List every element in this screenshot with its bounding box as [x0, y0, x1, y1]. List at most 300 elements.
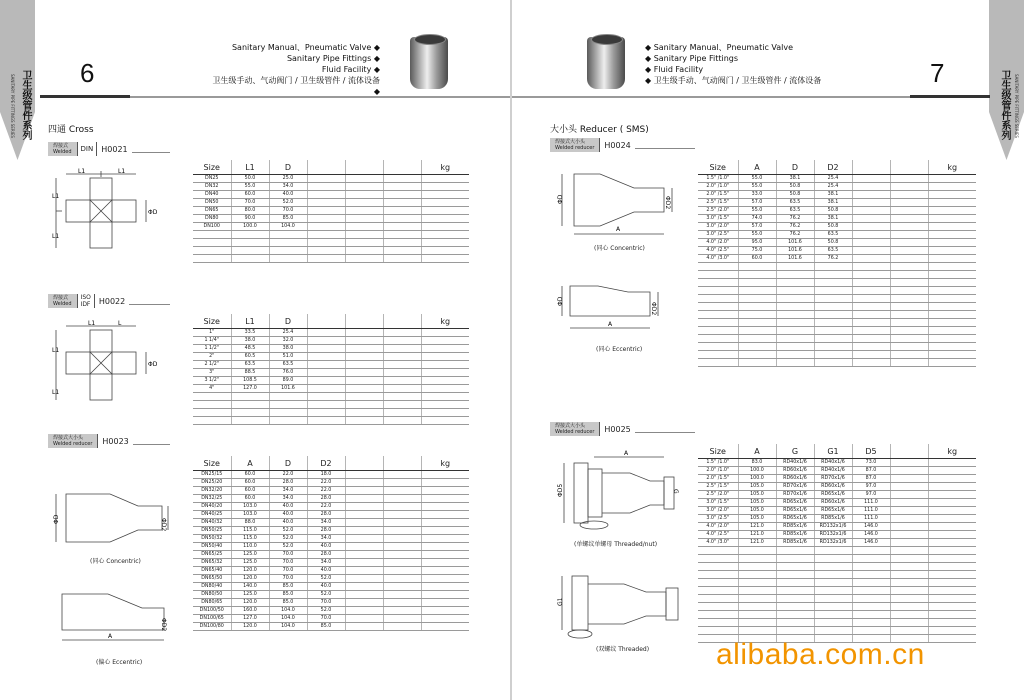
table-cell — [738, 611, 776, 619]
table-cell: 2.5" /2.0" — [698, 491, 738, 499]
table-row — [698, 483, 976, 491]
table-cell: 3.0" /2.5" — [698, 515, 738, 523]
table-row — [193, 615, 469, 623]
table-cell — [852, 587, 890, 595]
table-cell — [890, 491, 928, 499]
table-cell — [814, 359, 852, 367]
table-cell: 111.0 — [852, 499, 890, 507]
table-cell — [852, 343, 890, 351]
table-cell — [738, 279, 776, 287]
table-cell: 34.0 — [307, 535, 345, 543]
table-cell — [928, 263, 976, 271]
table-cell: 63.5 — [814, 231, 852, 239]
table-cell — [698, 351, 738, 359]
table-cell: 76.2 — [776, 223, 814, 231]
table-cell — [383, 615, 421, 623]
table-cell: 75.0 — [738, 247, 776, 255]
svg-text:A: A — [616, 226, 621, 233]
table-cell: RD60x1/6 — [776, 475, 814, 483]
tag-h0023: 焊接式大小头 Welded reducer H0023 — [48, 434, 170, 448]
table-row — [193, 543, 469, 551]
table-row — [193, 567, 469, 575]
table-cell — [928, 239, 976, 247]
table-cell — [890, 515, 928, 523]
table-row — [698, 263, 976, 271]
table-cell — [345, 495, 383, 503]
right-page — [512, 0, 1024, 700]
table-row — [698, 215, 976, 223]
table-cell — [928, 475, 976, 483]
table-cell: 34.0 — [307, 519, 345, 527]
table-cell — [852, 311, 890, 319]
table-cell: DN65/40 — [193, 567, 231, 575]
table-row — [193, 409, 469, 417]
table-cell — [852, 335, 890, 343]
table-cell — [345, 615, 383, 623]
table-row — [698, 539, 976, 547]
table-row — [698, 603, 976, 611]
table-cell — [928, 507, 976, 515]
table-row: 1 1/2" 48.5 38.0 — [193, 345, 469, 353]
table-cell — [928, 327, 976, 335]
table-row — [698, 571, 976, 579]
svg-text:L1: L1 — [118, 168, 126, 175]
table-cell — [698, 319, 738, 327]
table-cell — [928, 287, 976, 295]
table-row — [698, 311, 976, 319]
table-cell — [928, 611, 976, 619]
table-cell — [890, 507, 928, 515]
table-cell: 52.0 — [269, 527, 307, 535]
table-cell: 100.0 — [738, 467, 776, 475]
table-cell: RD70x1/6 — [814, 475, 852, 483]
table-cell: DN65/50 — [193, 575, 231, 583]
table-cell — [698, 587, 738, 595]
table-cell — [345, 551, 383, 559]
table-cell — [852, 183, 890, 191]
table-cell — [421, 487, 469, 495]
table-cell — [383, 471, 421, 479]
right-section-title: 大小头 Reducer ( SMS) — [550, 125, 649, 135]
table-cell — [383, 583, 421, 591]
table-cell — [345, 599, 383, 607]
left-section-title: 四通 Cross — [48, 125, 94, 135]
table-cell — [852, 279, 890, 287]
table-cell: 120.0 — [231, 575, 269, 583]
table-cell: 85.0 — [269, 591, 307, 599]
table-cell — [814, 587, 852, 595]
table-cell — [421, 519, 469, 527]
table-cell: DN25/20 — [193, 479, 231, 487]
table-cell: 3.0" /1.5" — [698, 499, 738, 507]
table-cell: 97.0 — [852, 491, 890, 499]
table-cell: 87.0 — [852, 475, 890, 483]
table-cell: 50.8 — [776, 183, 814, 191]
caption-concentric-right: (同心 Concentric) — [594, 245, 645, 252]
table-cell: 76.2 — [814, 255, 852, 263]
table-cell: 55.0 — [738, 231, 776, 239]
table-cell — [776, 343, 814, 351]
table-cell — [928, 359, 976, 367]
table-cell — [890, 239, 928, 247]
table-cell — [852, 271, 890, 279]
table-cell: DN40/25 — [193, 511, 231, 519]
right-page-number: 7 — [930, 58, 945, 88]
table-row — [698, 547, 976, 555]
table-row — [698, 523, 976, 531]
table-cell — [345, 487, 383, 495]
table-cell — [421, 535, 469, 543]
table-cell — [814, 319, 852, 327]
table-row — [193, 503, 469, 511]
table-cell: 57.0 — [738, 199, 776, 207]
eccentric-reducer-drawing-right — [554, 280, 689, 336]
reducer-product-photo-right — [587, 37, 625, 89]
table-row — [698, 279, 976, 287]
table-cell — [928, 223, 976, 231]
table-row — [193, 255, 469, 263]
table-cell — [698, 343, 738, 351]
table-row: 2 1/2" 63.5 63.5 — [193, 361, 469, 369]
table-cell — [890, 191, 928, 199]
table-cell — [345, 567, 383, 575]
table-cell: 63.5 — [814, 247, 852, 255]
table-cell — [928, 499, 976, 507]
table-row — [193, 599, 469, 607]
table-cell — [776, 271, 814, 279]
table-cell: RD40x1/6 — [776, 459, 814, 467]
table-cell — [345, 535, 383, 543]
table-cell — [738, 311, 776, 319]
table-cell — [698, 327, 738, 335]
table-cell: RD65x1/6 — [814, 507, 852, 515]
left-side-title: 卫生级管件系列 — [20, 70, 31, 140]
table-cell — [345, 543, 383, 551]
table-cell — [890, 531, 928, 539]
table-cell: RD132x1/6 — [814, 539, 852, 547]
table-cell: 103.0 — [231, 503, 269, 511]
table-row — [698, 459, 976, 467]
table-row: DN80 90.0 85.0 — [193, 215, 469, 223]
table-cell: 103.0 — [231, 511, 269, 519]
svg-text:A: A — [108, 633, 113, 640]
table-cell — [928, 343, 976, 351]
table-row — [193, 559, 469, 567]
table-cell — [890, 311, 928, 319]
table-cell: 55.0 — [738, 207, 776, 215]
table-cell — [852, 231, 890, 239]
table-row — [193, 607, 469, 615]
table-cell — [928, 303, 976, 311]
table-cell: 3.0" /2.0" — [698, 507, 738, 515]
table-cell — [738, 595, 776, 603]
svg-text:L1: L1 — [88, 320, 96, 327]
tag-h0025: 焊接式大小头 Welded reducer H0025 — [550, 422, 695, 436]
table-cell — [928, 531, 976, 539]
table-cell — [814, 351, 852, 359]
table-cell — [698, 547, 738, 555]
table-row — [698, 231, 976, 239]
table-cell — [852, 555, 890, 563]
table-cell — [890, 343, 928, 351]
table-cell — [421, 471, 469, 479]
table-row — [698, 555, 976, 563]
table-cell: 55.0 — [738, 183, 776, 191]
table-cell: 125.0 — [231, 551, 269, 559]
table-cell — [738, 571, 776, 579]
svg-text:L1: L1 — [52, 193, 60, 200]
table-cell: 52.0 — [269, 543, 307, 551]
table-cell: 73.0 — [852, 459, 890, 467]
table-cell — [890, 223, 928, 231]
svg-text:ΦD: ΦD — [557, 296, 564, 306]
table-cell — [928, 483, 976, 491]
table-cell — [776, 279, 814, 287]
eccentric-reducer-drawing-left — [52, 588, 177, 644]
table-cell: 105.0 — [738, 483, 776, 491]
table-cell: 70.0 — [269, 551, 307, 559]
svg-text:ΦD: ΦD — [53, 514, 60, 524]
table-cell — [383, 479, 421, 487]
table-row — [193, 479, 469, 487]
table-cell — [698, 595, 738, 603]
table-cell: DN50/25 — [193, 527, 231, 535]
table-cell — [852, 239, 890, 247]
table-row — [698, 627, 976, 635]
table-cell — [421, 551, 469, 559]
table-h0024: Size A D D2 kg 1.5" /1.0" 55.0 38.1 25.4 2.0" /1.0" 55.0 50.8 25.4 2.0" /1.5" 33.0 50.8 38.1 2.5" /1.5" 57.0 63.5 38.1 2.5" /2.0" 55.0 63.5 50.8 3.0" /1.5" 74.0 76.2 38.1 3.0" /2.0" 57.0 76.2 50.8 3.0" /2.5" 55.0 76.2 63.5 4.0" /2.0" 95.0 101.6 50.8 4.0" /2.5" 75.0 101.6 63.5 4.0" /3.0" 60.0 101.6 76.2 — [698, 160, 976, 367]
table-cell — [852, 199, 890, 207]
table-cell: 121.0 — [738, 523, 776, 531]
table-row: DN40 60.0 40.0 — [193, 191, 469, 199]
table-cell — [928, 335, 976, 343]
table-row — [698, 287, 976, 295]
table-cell — [852, 295, 890, 303]
table-cell: 87.0 — [852, 467, 890, 475]
table-cell — [890, 287, 928, 295]
table-cell — [928, 491, 976, 499]
table-cell: DN25/15 — [193, 471, 231, 479]
table-cell — [698, 287, 738, 295]
table-cell — [738, 555, 776, 563]
concentric-reducer-drawing-left — [52, 488, 177, 550]
caption-threaded: (双螺纹 Threaded) — [596, 646, 650, 653]
table-cell: 38.1 — [814, 215, 852, 223]
table-cell — [928, 271, 976, 279]
table-cell — [928, 563, 976, 571]
table-cell — [776, 555, 814, 563]
table-cell: 146.0 — [852, 523, 890, 531]
table-cell — [852, 351, 890, 359]
table-cell — [928, 555, 976, 563]
table-cell — [852, 563, 890, 571]
table-cell — [738, 343, 776, 351]
table-cell — [890, 359, 928, 367]
table-row — [698, 199, 976, 207]
table-cell — [776, 619, 814, 627]
table-cell: 76.2 — [776, 231, 814, 239]
table-cell: 25.4 — [814, 183, 852, 191]
table-cell: 2.5" /1.5" — [698, 199, 738, 207]
table-cell: RD85x1/6 — [776, 539, 814, 547]
table-cell — [383, 543, 421, 551]
table-row — [698, 579, 976, 587]
table-cell — [345, 583, 383, 591]
table-cell: 33.0 — [738, 191, 776, 199]
table-row — [698, 507, 976, 515]
table-cell — [852, 611, 890, 619]
table-cell: 50.8 — [776, 191, 814, 199]
table-cell — [890, 303, 928, 311]
table-cell — [383, 607, 421, 615]
table-cell: DN100/80 — [193, 623, 231, 631]
reducer-product-photo — [410, 37, 448, 89]
table-cell — [928, 175, 976, 183]
table-cell — [383, 519, 421, 527]
table-cell — [890, 183, 928, 191]
table-cell — [814, 611, 852, 619]
table-cell: 38.1 — [814, 191, 852, 199]
table-cell: RD60x1/6 — [814, 483, 852, 491]
table-cell — [698, 359, 738, 367]
table-cell: 28.0 — [269, 479, 307, 487]
table-cell: 50.8 — [814, 207, 852, 215]
table-cell — [890, 175, 928, 183]
table-cell — [852, 175, 890, 183]
table-row — [698, 207, 976, 215]
table-cell — [738, 547, 776, 555]
table-cell: 3.0" /1.5" — [698, 215, 738, 223]
table-cell — [928, 635, 976, 643]
table-cell — [776, 295, 814, 303]
table-cell — [698, 603, 738, 611]
table-row — [698, 467, 976, 475]
table-cell — [776, 587, 814, 595]
table-row — [698, 303, 976, 311]
table-cell: 40.0 — [307, 567, 345, 575]
table-cell — [852, 359, 890, 367]
table-cell: 28.0 — [307, 551, 345, 559]
table-cell — [814, 271, 852, 279]
table-cell: 22.0 — [307, 503, 345, 511]
table-row — [698, 595, 976, 603]
table-cell — [698, 311, 738, 319]
table-h0023: Size A D D2 kg DN25/15 60.0 22.0 18.0 DN25/20 60.0 28.0 22.0 DN32/20 60.0 34.0 22.0 DN32/25 60.0 34.0 28.0 DN40/20 103.0 40.0 22.0 DN40/25 103.0 40.0 28.0 DN40/32 88.0 40.0 34.0 DN50/25 115.0 52.0 28.0 DN50/32 115.0 52.0 34.0 DN50/40 110.0 52.0 40.0 DN65/25 125.0 70.0 28.0 DN65/32 125.0 70.0 34.0 DN65/40 120.0 70.0 40.0 DN65/50 120.0 70.0 52.0 DN80/40 140.0 85.0 40.0 DN80/50 125.0 85.0 52.0 DN80/65 120.0 85.0 70.0 DN100/50 160.0 104.0 52.0 DN100/65 127.0 104.0 70.0 DN100/80 120.0 104.0 85.0 — [193, 456, 469, 631]
table-cell: 34.0 — [269, 487, 307, 495]
table-cell — [698, 271, 738, 279]
table-row: DN32 55.0 34.0 — [193, 183, 469, 191]
table-cell: DN50/32 — [193, 535, 231, 543]
table-cell — [890, 475, 928, 483]
table-cell — [852, 603, 890, 611]
table-cell — [698, 303, 738, 311]
svg-text:ΦD: ΦD — [148, 361, 158, 368]
table-cell — [852, 223, 890, 231]
table-cell — [738, 579, 776, 587]
table-cell — [928, 619, 976, 627]
svg-text:ΦD: ΦD — [148, 209, 158, 216]
table-cell: 104.0 — [269, 615, 307, 623]
table-row — [698, 563, 976, 571]
svg-text:L1: L1 — [52, 347, 60, 354]
table-cell — [928, 279, 976, 287]
table-cell — [852, 191, 890, 199]
table-row: 1" 33.5 25.4 — [193, 329, 469, 337]
table-cell: 115.0 — [231, 527, 269, 535]
svg-text:G: G — [672, 489, 679, 494]
table-cell — [738, 319, 776, 327]
table-cell: 4.0" /2.0" — [698, 239, 738, 247]
table-cell — [776, 359, 814, 367]
table-cell: DN100/65 — [193, 615, 231, 623]
table-cell: 85.0 — [269, 583, 307, 591]
table-cell — [890, 579, 928, 587]
table-cell — [776, 595, 814, 603]
table-cell — [738, 627, 776, 635]
table-cell — [776, 627, 814, 635]
table-cell — [928, 539, 976, 547]
table-row — [193, 417, 469, 425]
table-cell — [421, 567, 469, 575]
table-cell: 100.0 — [738, 475, 776, 483]
table-cell — [345, 591, 383, 599]
table-cell — [890, 263, 928, 271]
table-row — [193, 591, 469, 599]
table-cell: 2.0" /1.0" — [698, 183, 738, 191]
left-header-rule-dark — [40, 95, 130, 98]
table-cell: 1.5" /1.0" — [698, 175, 738, 183]
table-cell: 146.0 — [852, 539, 890, 547]
table-cell — [890, 595, 928, 603]
table-cell: 18.0 — [307, 471, 345, 479]
table-cell — [890, 547, 928, 555]
table-cell — [890, 611, 928, 619]
table-cell: 105.0 — [738, 515, 776, 523]
table-cell — [776, 571, 814, 579]
table-row — [698, 611, 976, 619]
table-cell: 146.0 — [852, 531, 890, 539]
table-row — [698, 223, 976, 231]
caption-threaded-nut: (单螺纹单螺母 Threaded/nut) — [574, 541, 658, 548]
table-cell — [814, 563, 852, 571]
table-cell — [890, 499, 928, 507]
table-row — [698, 515, 976, 523]
table-cell — [852, 619, 890, 627]
table-cell — [776, 603, 814, 611]
left-header-text: Sanitary Manual、Pneumatic Valve ◆ Sanitary Pipe Fittings ◆ Fluid Facility ◆ 卫生级手动、气动阀门 / 卫生级管件 / 流体设备 ◆ — [212, 43, 380, 96]
table-cell — [890, 555, 928, 563]
table-cell — [383, 527, 421, 535]
svg-text:ΦD: ΦD — [557, 194, 564, 204]
table-cell — [814, 287, 852, 295]
table-cell: 38.1 — [814, 199, 852, 207]
table-cell: 4.0" /3.0" — [698, 539, 738, 547]
caption-concentric-left: (同心 Concentric) — [90, 558, 141, 565]
table-cell: 3.0" /2.5" — [698, 231, 738, 239]
svg-text:ΦD5: ΦD5 — [557, 483, 564, 497]
table-cell: 1.5" /1.0" — [698, 459, 738, 467]
table-cell: 34.0 — [307, 559, 345, 567]
table-cell — [345, 519, 383, 527]
table-cell — [928, 579, 976, 587]
table-cell — [421, 575, 469, 583]
left-page-number: 6 — [80, 58, 95, 88]
table-cell: 28.0 — [307, 511, 345, 519]
table-cell — [890, 351, 928, 359]
table-cell: 34.0 — [269, 495, 307, 503]
table-cell: 74.0 — [738, 215, 776, 223]
table-cell: DN50/40 — [193, 543, 231, 551]
